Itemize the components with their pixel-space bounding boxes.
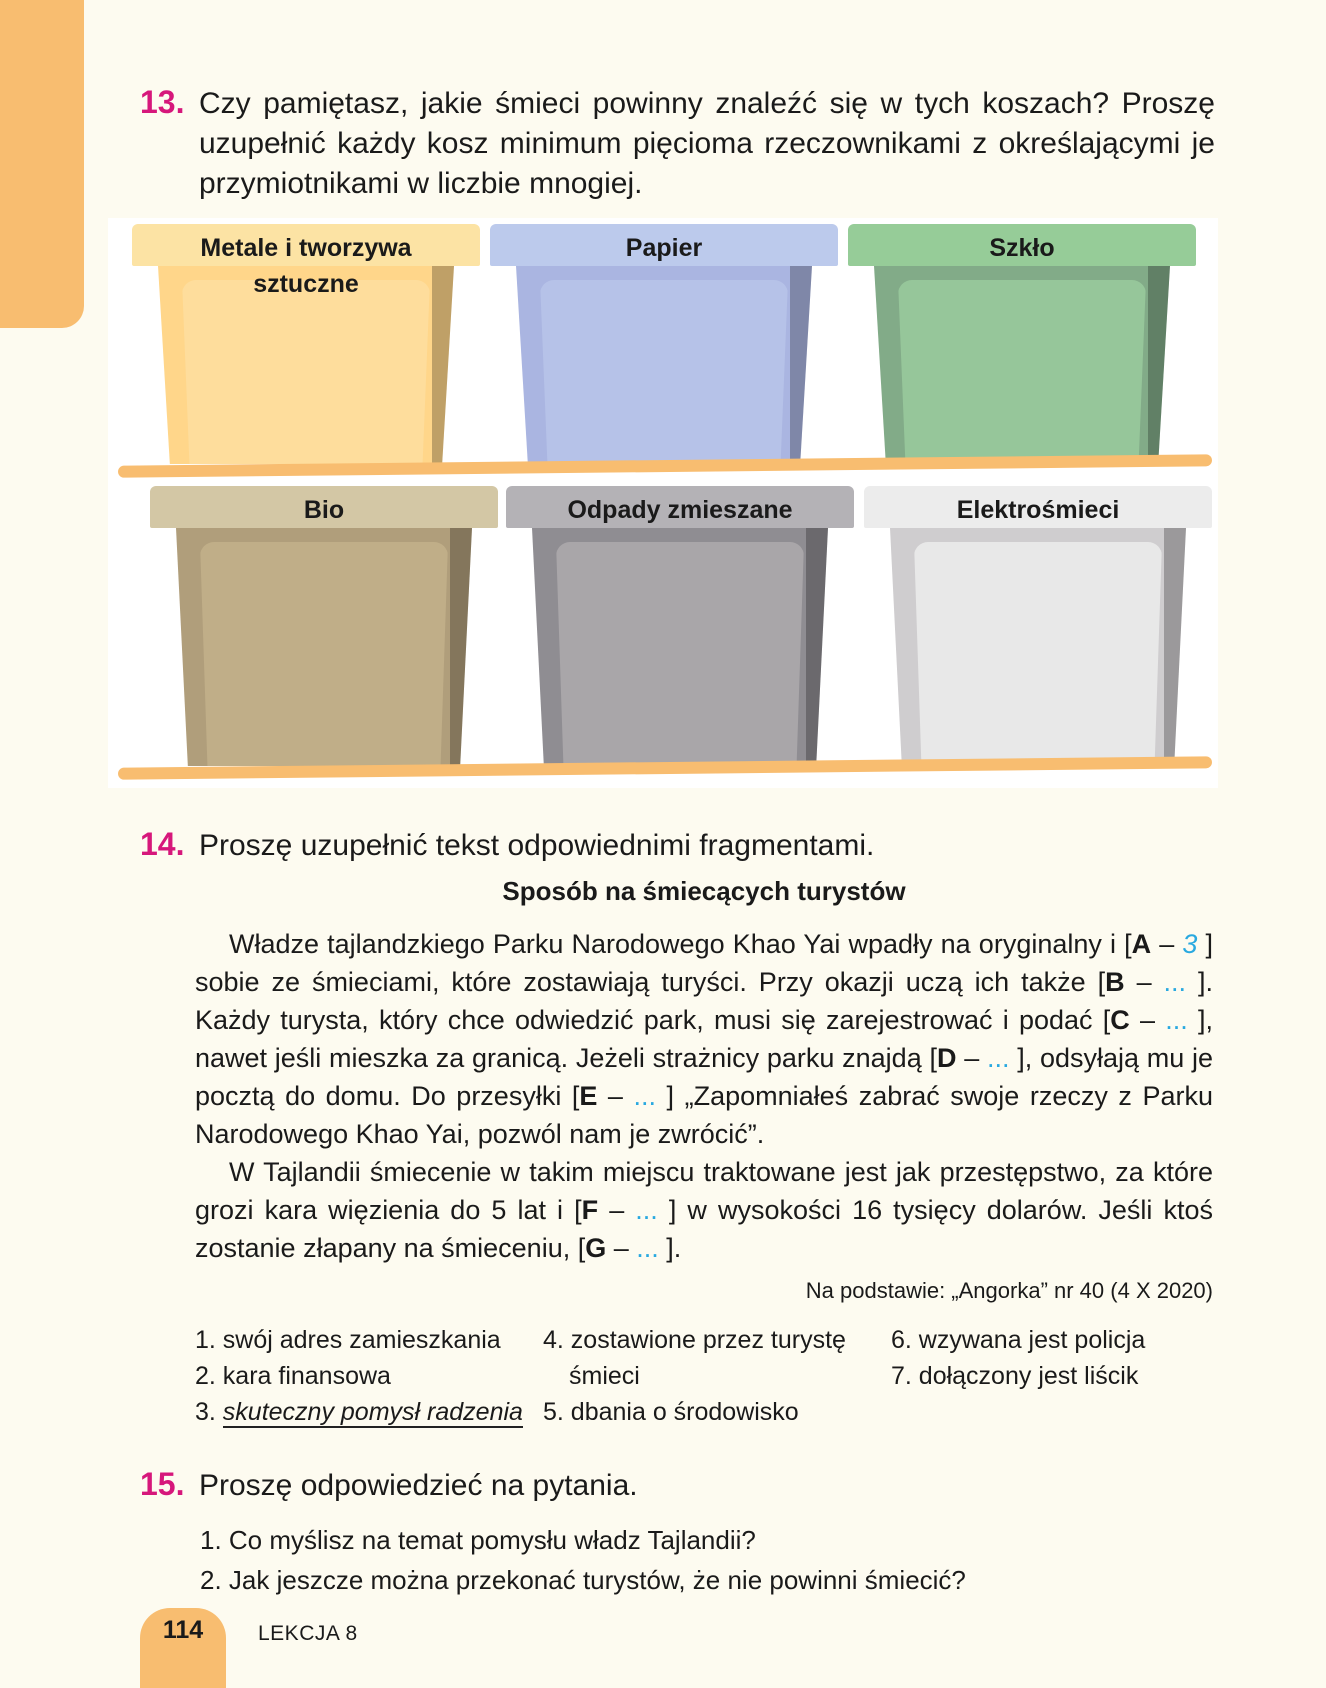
page-number: 114 bbox=[162, 1616, 204, 1644]
bin-bio bbox=[150, 486, 498, 766]
exercise-14 bbox=[140, 826, 1215, 866]
option-item: 3. skuteczny pomysł radzenia bbox=[195, 1398, 523, 1426]
bin-glass bbox=[848, 224, 1196, 464]
bin-metals-plastics bbox=[132, 224, 480, 464]
questions-list bbox=[200, 1520, 966, 1600]
bin-label: Bio bbox=[303, 496, 345, 524]
option-item: 1. swój adres zamieszkania bbox=[195, 1326, 501, 1354]
lesson-label: LEKCJA 8 bbox=[258, 1622, 358, 1645]
bin-label: Metale i tworzywa sztuczne bbox=[200, 234, 412, 298]
exercise-15 bbox=[140, 1466, 1215, 1506]
bin-label: Szkło bbox=[989, 234, 1055, 262]
option-item: 7. dołączony jest liścik bbox=[891, 1362, 1139, 1390]
exercise-instruction: Proszę uzupełnić tekst odpowiednimi fragmentami. bbox=[199, 829, 875, 862]
gap-blank[interactable]: ... bbox=[986, 1043, 1010, 1073]
bin-mixed-waste bbox=[506, 486, 854, 766]
exercise-number: 14. bbox=[140, 826, 185, 862]
exercise-number: 13. bbox=[140, 84, 185, 120]
bin-label: Papier bbox=[625, 234, 703, 262]
option-item: 5. dbania o środowisko bbox=[543, 1398, 799, 1426]
bin-label: Elektrośmieci bbox=[956, 496, 1120, 524]
options-column-2 bbox=[543, 1322, 846, 1430]
gap-letter: F bbox=[581, 1195, 599, 1225]
side-tab bbox=[0, 0, 84, 328]
exercise-number: 15. bbox=[140, 1466, 185, 1502]
bin-paper bbox=[490, 224, 838, 464]
gap-letter: B bbox=[1105, 967, 1125, 997]
question-item: 1. Co myślisz na temat pomysłu władz Tajlandii? bbox=[200, 1525, 756, 1555]
gap-blank[interactable]: ... bbox=[1165, 1005, 1188, 1035]
gap-letter: D bbox=[936, 1043, 957, 1073]
bin-label: Odpady zmieszane bbox=[567, 496, 793, 524]
gap-blank[interactable]: ... bbox=[1163, 967, 1187, 997]
question-item: 2. Jak jeszcze można przekonać turystów, że nie powinni śmiecić? bbox=[200, 1565, 966, 1595]
option-item: 2. kara finansowa bbox=[195, 1362, 391, 1390]
exercise-instruction: Czy pamiętasz, jakie śmieci powinny znaleźć się w tych koszach? Proszę uzupełnić każdy kosz minimum pięcioma rzeczownikami z określającymi je przymiotnikami w liczbie mnogiej. bbox=[199, 87, 1215, 200]
options-column-1 bbox=[195, 1322, 523, 1430]
gap-letter: C bbox=[1110, 1005, 1130, 1035]
bin-electronic-waste bbox=[864, 486, 1212, 766]
text-title: Sposób na śmiecących turystów bbox=[502, 876, 906, 906]
exercise-13 bbox=[140, 84, 1215, 204]
paragraph: W Tajlandii śmiecenie w takim miejscu traktowane jest jak przestępstwo, za które grozi kara więzienia do 5 lat i [F – ... ] w wysokości 16 tysięcy dolarów. Jeśli ktoś zostanie złapany na śmieceniu, [G – ... ]. bbox=[195, 1157, 1213, 1263]
gap-blank[interactable]: ... bbox=[633, 1081, 657, 1111]
gap-blank[interactable]: ... bbox=[636, 1233, 659, 1263]
paragraph: Władze tajlandzkiego Parku Narodowego Khao Yai wpadły na oryginalny i [A – 3 ] sobie ze śmieciami, które zostawiają turyści. Przy okazji uczą ich także [B – ... ]. Każdy turysta, który chce odwiedzić park, musi się zarejestrować i podać [C – ... ], nawet jeśli mieszka za granicą. Jeżeli strażnicy parku znajdą [D – ... ], odsyłają mu je pocztą do domu. Do przesyłki [E – ... ] „Zapomniałeś zabrać swoje rzeczy z Parku Narodowego Khao Yai, pozwól nam je zwrócić”. bbox=[195, 929, 1214, 1149]
exercise-instruction: Proszę odpowiedzieć na pytania. bbox=[199, 1469, 638, 1502]
option-item: 6. wzywana jest policja bbox=[891, 1326, 1146, 1354]
gap-letter: G bbox=[585, 1233, 607, 1263]
gap-letter: E bbox=[579, 1081, 598, 1111]
source-citation: Na podstawie: „Angorka” nr 40 (4 X 2020) bbox=[805, 1278, 1213, 1303]
option-item-continued: śmieci bbox=[569, 1362, 640, 1390]
option-item: 4. zostawione przez turystę bbox=[543, 1326, 846, 1354]
bins-illustration bbox=[108, 218, 1218, 788]
gap-letter: A bbox=[1131, 929, 1152, 959]
gap-blank[interactable]: ... bbox=[635, 1195, 658, 1225]
reading-passage bbox=[195, 925, 1213, 1267]
options-column-3 bbox=[891, 1322, 1145, 1394]
gap-answer: 3 bbox=[1182, 929, 1198, 959]
